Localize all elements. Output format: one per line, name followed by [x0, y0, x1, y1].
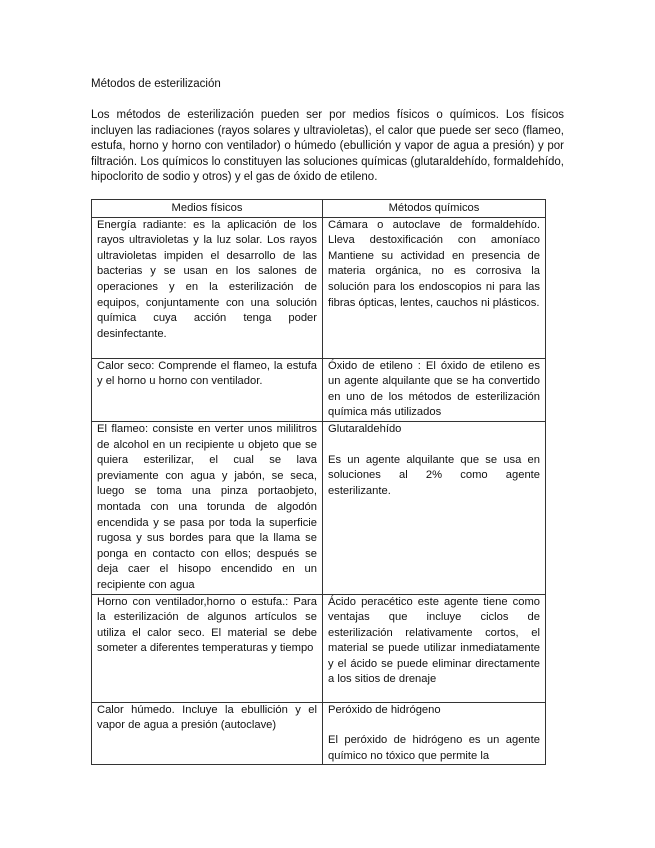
- cell-physical: [92, 702, 323, 765]
- cell-physical: [92, 594, 323, 702]
- cell-heading: Peróxido de hidrógeno: [328, 703, 441, 716]
- cell-text: Energía radiante: es la aplicación de los rayos ultravioletas y la luz solar. Los rayos ultravioletas impiden el desarrollo de las bacterias y se usan en los salones de operaciones y en la esterilización de equipos, conjuntamente con una solución química cuya acción tenga poder desinfectante.: [97, 218, 317, 340]
- cell-text: Ácido peracético este agente tiene como ventajas que incluye ciclos de esterilización relativamente cortos, el material se puede utilizar inmediatamente y el ácido se puede eliminar directamente a los sitios de drenaje: [328, 595, 540, 686]
- cell-chemical: [323, 594, 546, 702]
- cell-physical: [92, 217, 323, 358]
- cell-text: Calor seco: Comprende el flameo, la estufa y el horno u horno con ventilador.: [97, 359, 317, 388]
- header-chemical-methods: Métodos químicos: [323, 200, 546, 218]
- cell-chemical: [323, 358, 546, 421]
- cell-chemical: [323, 702, 546, 765]
- cell-chemical: [323, 421, 546, 594]
- table-row: [92, 594, 546, 702]
- cell-physical: [92, 421, 323, 594]
- cell-text: Calor húmedo. Incluye la ebullición y el vapor de agua a presión (autoclave): [97, 703, 317, 732]
- intro-paragraph: Los métodos de esterilización pueden ser por medios físicos o químicos. Los físicos incluyen las radiaciones (rayos solares y ultravioletas), el calor que puede ser seco (flameo, estufa, horno y horno con ventilador) o húmedo (ebullición y vapor de agua a presión) y por filtración. Los químicos lo constituyen las soluciones químicas (glutaraldehído, formaldehído, hipoclorito de sodio y otros) y el gas de óxido de etileno.: [91, 109, 564, 184]
- cell-text: Cámara o autoclave de formaldehído. Lleva destoxificación con amoníaco Mantiene su actividad en presencia de materia orgánica, no es corrosiva la solución para los endoscopios ni para las fibras ópticas, lentes, cauchos ni plásticos.: [328, 218, 540, 309]
- table-row: [92, 421, 546, 594]
- cell-text: Horno con ventilador,horno o estufa.: Para la esterilización de algunos artículos se utiliza el calor seco. El material se debe someter a diferentes temperaturas y tiempo: [97, 595, 317, 655]
- table-row: [92, 217, 546, 358]
- cell-physical: [92, 358, 323, 421]
- cell-text: El peróxido de hidrógeno es un agente químico no tóxico que permite la: [328, 734, 540, 762]
- cell-text: El flameo: consiste en verter unos mililitros de alcohol en un recipiente u objeto que se quiera esterilizar, el cual se lava previamente con agua y jabón, se seca, luego se toma una pinza portaobjeto, montada con una torunda de algodón encendida y se pasa por toda la superficie rugosa y sus bordes para que la llama se ponga en contacto con ellos; después se deja caer el hisopo encendido en un recipiente con agua: [97, 422, 317, 591]
- cell-heading: Glutaraldehído: [328, 422, 402, 435]
- document-title: Métodos de esterilización: [91, 78, 221, 90]
- sterilization-methods-table: [91, 199, 546, 765]
- table-header-row: [92, 200, 546, 218]
- header-physical-methods: Medios físicos: [92, 200, 323, 218]
- cell-chemical: [323, 217, 546, 358]
- table-row: [92, 358, 546, 421]
- cell-text: Es un agente alquilante que se usa en soluciones al 2% como agente esterilizante.: [328, 453, 540, 497]
- cell-text: Óxido de etileno : El óxido de etileno es un agente alquilante que se ha convertido en uno de los métodos de esterilización química más utilizados: [328, 359, 540, 419]
- table-row: [92, 702, 546, 765]
